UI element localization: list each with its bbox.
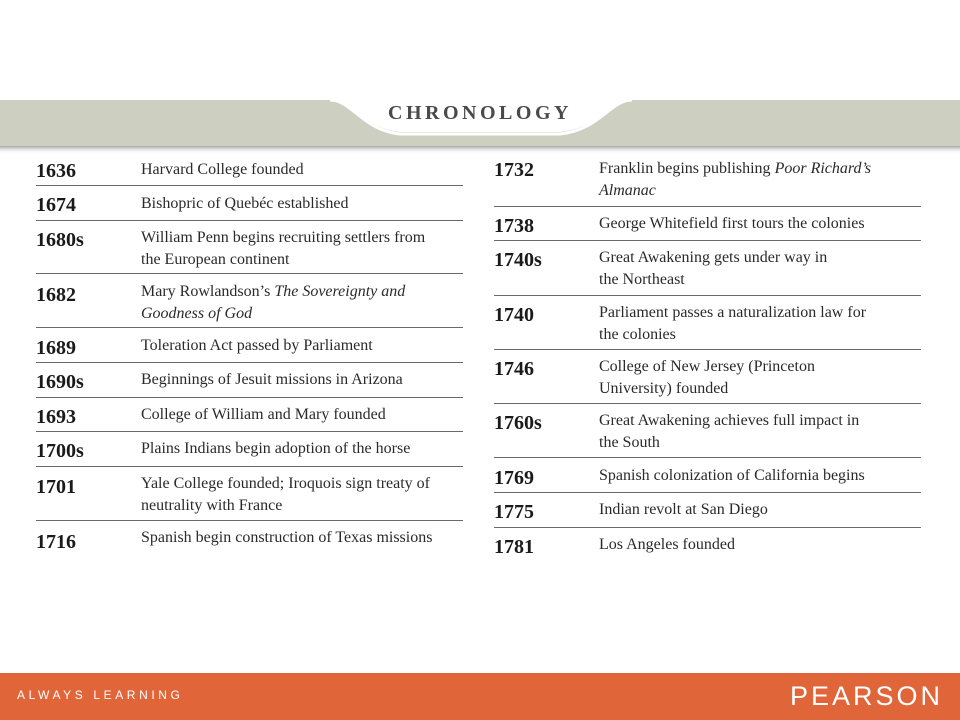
- timeline-event: Plains Indians begin adoption of the horse: [141, 440, 411, 457]
- timeline-event: [599, 247, 827, 291]
- timeline-event: [599, 158, 871, 202]
- timeline-event: [141, 227, 425, 271]
- event-line2: neutrality with France: [141, 497, 283, 514]
- timeline-row: [494, 404, 921, 458]
- timeline-year: 1693: [36, 406, 76, 428]
- timeline-event: Toleration Act passed by Parliament: [141, 337, 373, 354]
- timeline-year: 1760s: [494, 412, 542, 434]
- timeline-year: 1732: [494, 159, 534, 181]
- timeline-year: 1781: [494, 536, 534, 558]
- footer-bar: [0, 673, 960, 720]
- timeline-row: [36, 150, 463, 186]
- timeline-year: 1690s: [36, 371, 84, 393]
- event-line1: Yale College founded; Iroquois sign treaty of: [141, 475, 430, 492]
- event-line2: the colonies: [599, 326, 676, 343]
- timeline-row: [494, 493, 921, 528]
- timeline-event: College of William and Mary founded: [141, 406, 386, 423]
- timeline-year: 1775: [494, 501, 534, 523]
- timeline-year: 1716: [36, 531, 76, 553]
- event-title-italic: The Sovereignty and: [274, 283, 406, 300]
- timeline-event: Harvard College founded: [141, 161, 304, 178]
- timeline-event: [599, 410, 859, 454]
- timeline-year: 1680s: [36, 229, 84, 251]
- event-line1: Franklin begins publishing: [599, 160, 775, 177]
- timeline-row: [494, 528, 921, 564]
- timeline-row: [494, 296, 921, 350]
- timeline-event: Spanish begin construction of Texas missions: [141, 529, 433, 546]
- event-line2: the Northeast: [599, 271, 685, 288]
- timeline-row: [494, 458, 921, 493]
- timeline-event: Bishopric of Quebéc established: [141, 195, 349, 212]
- event-line2: the South: [599, 434, 660, 451]
- timeline-event: George Whitefield first tours the colonies: [599, 215, 865, 232]
- timeline-year: 1746: [494, 358, 534, 380]
- timeline-event: Indian revolt at San Diego: [599, 501, 768, 518]
- timeline-row: [36, 221, 463, 274]
- timeline-event: [599, 356, 815, 400]
- timeline-row: [494, 241, 921, 296]
- event-line1: Great Awakening achieves full impact in: [599, 412, 860, 429]
- event-title-italic: Poor Richard’s: [774, 160, 872, 177]
- pearson-logo: PEARSON: [789, 681, 943, 711]
- event-line2-italic: Almanac: [599, 182, 656, 199]
- timeline-year: 1674: [36, 194, 76, 216]
- timeline-year: 1689: [36, 337, 76, 359]
- event-line1: William Penn begins recruiting settlers from: [141, 229, 426, 246]
- timeline-year: 1769: [494, 467, 534, 489]
- event-line2: University) founded: [599, 380, 729, 397]
- timeline-row: [36, 432, 463, 467]
- timeline-event: [141, 281, 405, 325]
- event-line2: the European continent: [141, 251, 290, 268]
- footer-tagline: ALWAYS LEARNING: [17, 688, 184, 702]
- timeline-year: 1636: [36, 160, 76, 182]
- timeline-row: [494, 207, 921, 241]
- timeline-year: 1740s: [494, 249, 542, 271]
- event-line1: Parliament passes a naturalization law for: [599, 304, 867, 321]
- timeline-row: [36, 467, 463, 521]
- event-line1: College of New Jersey (Princeton: [599, 358, 815, 375]
- event-line1: Mary Rowlandson’s: [141, 283, 275, 300]
- timeline-event: Los Angeles founded: [599, 536, 735, 553]
- timeline-event: Beginnings of Jesuit missions in Arizona: [141, 371, 403, 388]
- timeline-row: [36, 274, 463, 328]
- timeline-row: [36, 328, 463, 363]
- timeline-row: [36, 521, 463, 557]
- timeline-year: 1701: [36, 476, 76, 498]
- timeline-row: [494, 150, 921, 207]
- page-title: CHRONOLOGY: [388, 102, 572, 124]
- timeline-event: [141, 473, 430, 517]
- timeline-row: [36, 398, 463, 432]
- timeline-event: Spanish colonization of California begins: [599, 467, 865, 484]
- event-line2-italic: Goodness of God: [141, 305, 253, 322]
- chronology-right-column: [494, 150, 921, 564]
- timeline-row: [494, 350, 921, 404]
- timeline-year: 1740: [494, 304, 534, 326]
- timeline-year: 1682: [36, 284, 76, 306]
- timeline-year: 1738: [494, 215, 534, 237]
- timeline-year: 1700s: [36, 440, 84, 462]
- event-line1: Great Awakening gets under way in: [599, 249, 828, 266]
- timeline-event: [599, 302, 866, 346]
- chronology-left-column: [36, 150, 463, 557]
- timeline-row: [36, 363, 463, 398]
- timeline-row: [36, 186, 463, 221]
